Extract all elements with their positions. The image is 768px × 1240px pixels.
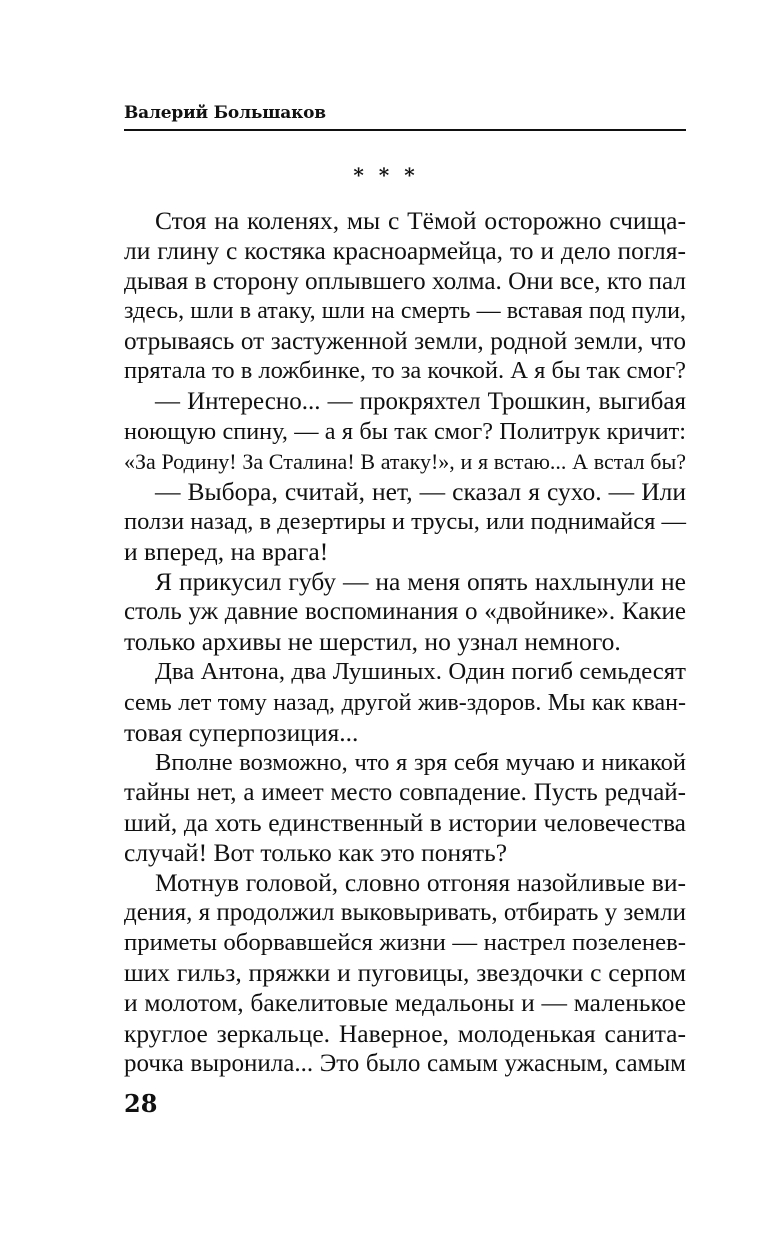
text-line: только архивы не шерстил, но узнал немного. [124,627,621,657]
text-line: «За Родину! За Сталина! В атаку!», и я встаю... А встал бы? [124,448,686,474]
text-line: товая суперпозиция... [124,717,359,747]
text-line: — Выбора, считай, нет, — сказал я сухо. — Или [155,476,686,506]
text-line: Мотнув головой, словно отгоняя назойливые ви- [155,868,686,898]
text-line: здесь, шли в атаку, шли на смерть — вставая под пули, [124,298,686,325]
header-rule [124,129,686,131]
running-header-author: Валерий Большаков [124,103,326,123]
text-line: дывая в сторону оплывшего холма. Они все, кто пал [124,267,686,296]
text-line: ли глину с костяка красноармейца, то и дело погля- [124,236,686,266]
text-line: Я прикусил губу — на меня опять нахлынули не [155,567,686,597]
section-separator: * * * [353,163,415,187]
text-line: ползи назад, в дезертиры и трусы, или поднимайся — [124,507,686,535]
text-line: ших гильз, пряжки и пуговицы, звездочки с серпом [124,958,686,988]
text-line: прятала то в ложбинке, то за кочкой. А я бы так смог? [124,357,687,385]
text-line: — Интересно... — прокряхтел Трошкин, выгибая [155,387,686,415]
text-line: случай! Вот только как это понять? [124,837,508,867]
text-line: дения, я продолжил выковыривать, отбирать у земли [124,899,687,927]
text-line: Два Антона, два Лушиных. Один погиб семьдесят [155,658,686,686]
text-line: семь лет тому назад, другой жив-здоров. Мы как кван- [124,689,686,716]
text-line: и молотом, бакелитовые медальоны и — маленькое [124,988,686,1018]
text-line: отрываясь от застуженной земли, родной земли, что [124,327,686,356]
text-line: Вполне возможно, что я зря себя мучаю и никакой [155,748,686,776]
text-line: тайны нет, а имеет место совпадение. Пусть редчай- [124,778,686,806]
text-line: рочка выронила... Это было самым ужасным, самым [124,1049,686,1077]
text-line: ноющую спину, — а я бы так смог? Политрук кричит: [124,417,686,445]
text-line: Стоя на коленях, мы с Тёмой осторожно счища- [155,206,686,235]
text-line: ший, да хоть единственный в истории человечества [124,807,686,837]
text-line: круглое зеркальце. Наверное, молоденькая санита- [124,1018,686,1048]
text-line: столь уж давние воспоминания о «двойнике». Какие [124,598,686,626]
text-line: приметы оборвавшейся жизни — настрел позеленев- [124,929,686,957]
body-text [124,206,686,1079]
text-line: и вперед, на врага! [124,537,329,567]
page-number: 28 [124,1089,158,1118]
